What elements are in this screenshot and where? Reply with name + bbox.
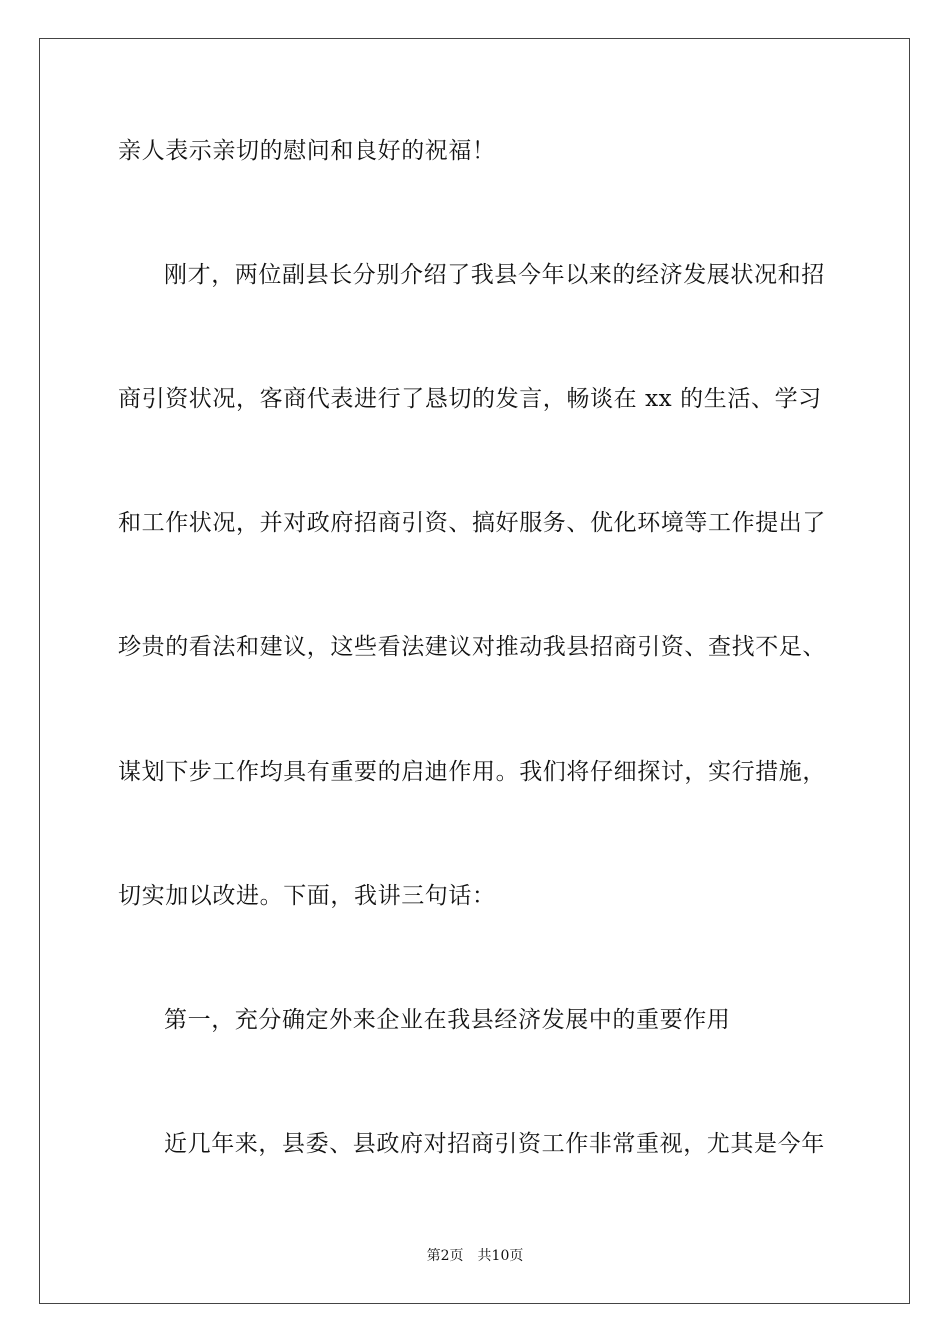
section-heading: 第一，充分确定外来企业在我县经济发展中的重要作用 [164, 1007, 731, 1033]
page-number: 第2页 [426, 1248, 464, 1264]
body-line-1: 亲人表示亲切的慰问和良好的祝福！ [118, 138, 496, 164]
body-line-6: 谋划下步工作均具有重要的启迪作用。我们将仔细探讨，实行措施， [118, 759, 826, 785]
body-line-2: 刚才，两位副县长分别介绍了我县今年以来的经济发展状况和招 [164, 262, 825, 288]
page-frame [39, 38, 910, 1304]
body-line-3: 商引资状况，客商代表进行了恳切的发言，畅谈在 xx 的生活、学习 [118, 386, 822, 412]
page-footer [0, 1246, 950, 1266]
body-line-5: 珍贵的看法和建议，这些看法建议对推动我县招商引资、查找不足、 [118, 634, 826, 660]
body-line-7: 切实加以改进。下面，我讲三句话： [118, 883, 496, 909]
body-line-4: 和工作状况，并对政府招商引资、搞好服务、优化环境等工作提出了 [118, 510, 826, 536]
body-line-9: 近几年来，县委、县政府对招商引资工作非常重视，尤其是今年 [164, 1131, 825, 1157]
page-total: 共10页 [477, 1248, 524, 1264]
